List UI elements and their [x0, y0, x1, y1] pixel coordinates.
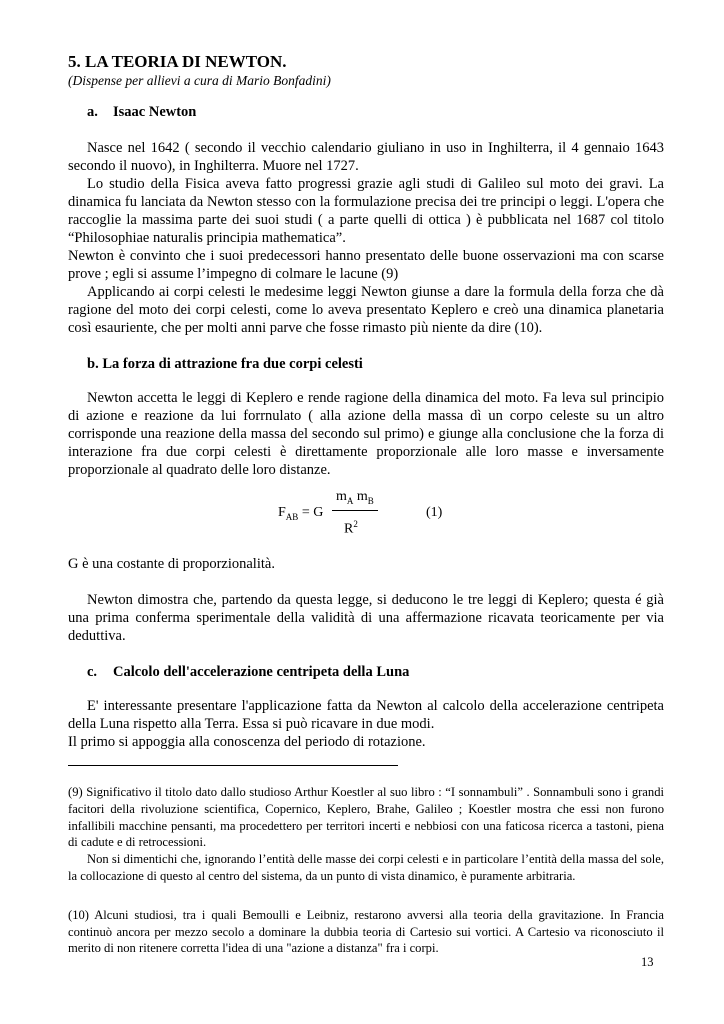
fraction-bar — [332, 510, 378, 511]
section-c-number: c. — [87, 664, 98, 680]
section-b-body — [68, 389, 664, 479]
chapter-title: 5. LA TEORIA DI NEWTON. — [68, 52, 287, 71]
footnote-separator — [68, 765, 398, 766]
paragraph: Newton accetta le leggi di Keplero e rende ragione della dinamica del moto. Fa leva sul principio di azione e reazione da lui forrnulato ( alla azione della massa dì un corpo celeste su un altro corrisponde una reazione della massa del secondo sul primo) e giunge alla conclusione che la forza di interazione fra due corpi celesti è direttamente proporzionale alle loro masse e inversamente proporzionale al quadrato delle loro distanze. — [68, 390, 664, 478]
page-number: 13 — [641, 955, 654, 969]
formula-distance: R — [344, 521, 354, 537]
footnote-9-continued: Non si dimentichi che, ignorando l’entità delle masse dei corpi celesti e in particolare l’entità della massa del sole, la collocazione di questo al centro del sistema, da un punto di vista dinamico, è puramente arbitraria. — [68, 852, 664, 883]
paragraph: Lo studio della Fisica aveva fatto progressi grazie agli studi di Galileo sul moto dei gravi. La dinamica fu lanciata da Newton stesso con la formulazione precisa dei tre principi o leggi. L'opera che raccoglie la massima parte dei suoi studi ( a parte quelli di ottica ) è pubblicata nel 1687 col titolo “Philosophiae naturalis principia mathematica”. — [68, 176, 664, 246]
paragraph: Newton dimostra che, partendo da questa legge, si deducono le tre leggi di Keplero; questa é già una prima conferma sperimentale della validità di una affermazione ricavata teoricamente per via deduttiva. — [68, 592, 664, 644]
formula-force: F — [278, 505, 286, 520]
formula-denominator — [344, 519, 358, 538]
chapter-subtitle: (Dispense per allievi a cura di Mario Bonfadini) — [68, 73, 331, 88]
formula-sub-a: A — [346, 495, 354, 506]
footnote-10: (10) Alcuni studiosi, tra i quali Bemoulli e Leibniz, restarono avversi alla teoria della gravitazione. In Francia continuò ancora per mezzo secolo a dominare la dubbia teoria di Cartesio sui vortici. A Cartesio va riconosciuto il merito di non ritenere corretta l'idea di una "azione a distanza" fra i corpi. — [68, 907, 664, 956]
paragraph: Applicando ai corpi celesti le medesime leggi Newton giunse a dare la formula della forza che dà ragione del moto dei corpi celesti, come lo aveva presentato Keplero e creò una dinamica planetaria così esauriente, che per molti anni parve che fosse rimasto più niente da dire (10). — [68, 284, 664, 336]
paragraph: G è una costante di proporzionalità. — [68, 556, 275, 572]
paragraph: Newton è convinto che i suoi predecessori hanno presentato delle buone osservazioni ma con scarse prove ; egli si assume l’impegno di colmare le lacune (9) — [68, 248, 664, 282]
section-b-conclusion — [68, 555, 664, 645]
section-c-heading — [87, 663, 664, 681]
section-a-number: a. — [87, 104, 98, 120]
gravitation-formula — [68, 489, 664, 539]
formula-constant: = G — [298, 505, 324, 520]
formula-mass-b: m — [353, 489, 368, 504]
section-a-body — [68, 139, 664, 337]
paragraph: Il primo si appoggia alla conoscenza del periodo di rotazione. — [68, 734, 426, 750]
section-b-heading: b. La forza di attrazione fra due corpi celesti — [87, 356, 363, 372]
formula-mass-a: m — [336, 489, 347, 504]
formula-lhs — [278, 505, 323, 522]
section-c-body — [68, 697, 664, 751]
document-page — [68, 52, 664, 957]
formula-tag: (1) — [426, 505, 443, 520]
footnotes — [68, 784, 664, 957]
formula-sub-b: B — [367, 495, 374, 506]
formula-force-sub: AB — [285, 511, 299, 522]
formula-exponent: 2 — [353, 519, 358, 529]
section-a-heading — [87, 103, 664, 121]
paragraph: Nasce nel 1642 ( secondo il vecchio calendario giuliano in uso in Inghilterra, il 4 gennaio 1643 secondo il nuovo), in Inghilterra. Muore nel 1727. — [68, 140, 664, 174]
section-c-title: Calcolo dell'accelerazione centripeta della Luna — [113, 664, 410, 680]
formula-numerator — [336, 489, 374, 506]
section-a-title: Isaac Newton — [113, 104, 197, 120]
paragraph: E' interessante presentare l'applicazione fatta da Newton al calcolo della accelerazione centripeta della Luna rispetto alla Terra. Essa si può ricavare in due modi. — [68, 698, 664, 732]
footnote-9: (9) Significativo il titolo dato dallo studioso Arthur Koestler al suo libro : “I sonnambuli” . Sonnambuli sono i grandi facitori della rivoluzione scientifica, Copernico, Keplero, Brahe, Galileo ; Koestler mostra che essi non furono infallibili macchine pensanti, ma procedettero per territori incerti e nebbiosi con una faticosa ricerca a tastoni, piena di cadute e di retrocessioni. — [68, 785, 664, 850]
